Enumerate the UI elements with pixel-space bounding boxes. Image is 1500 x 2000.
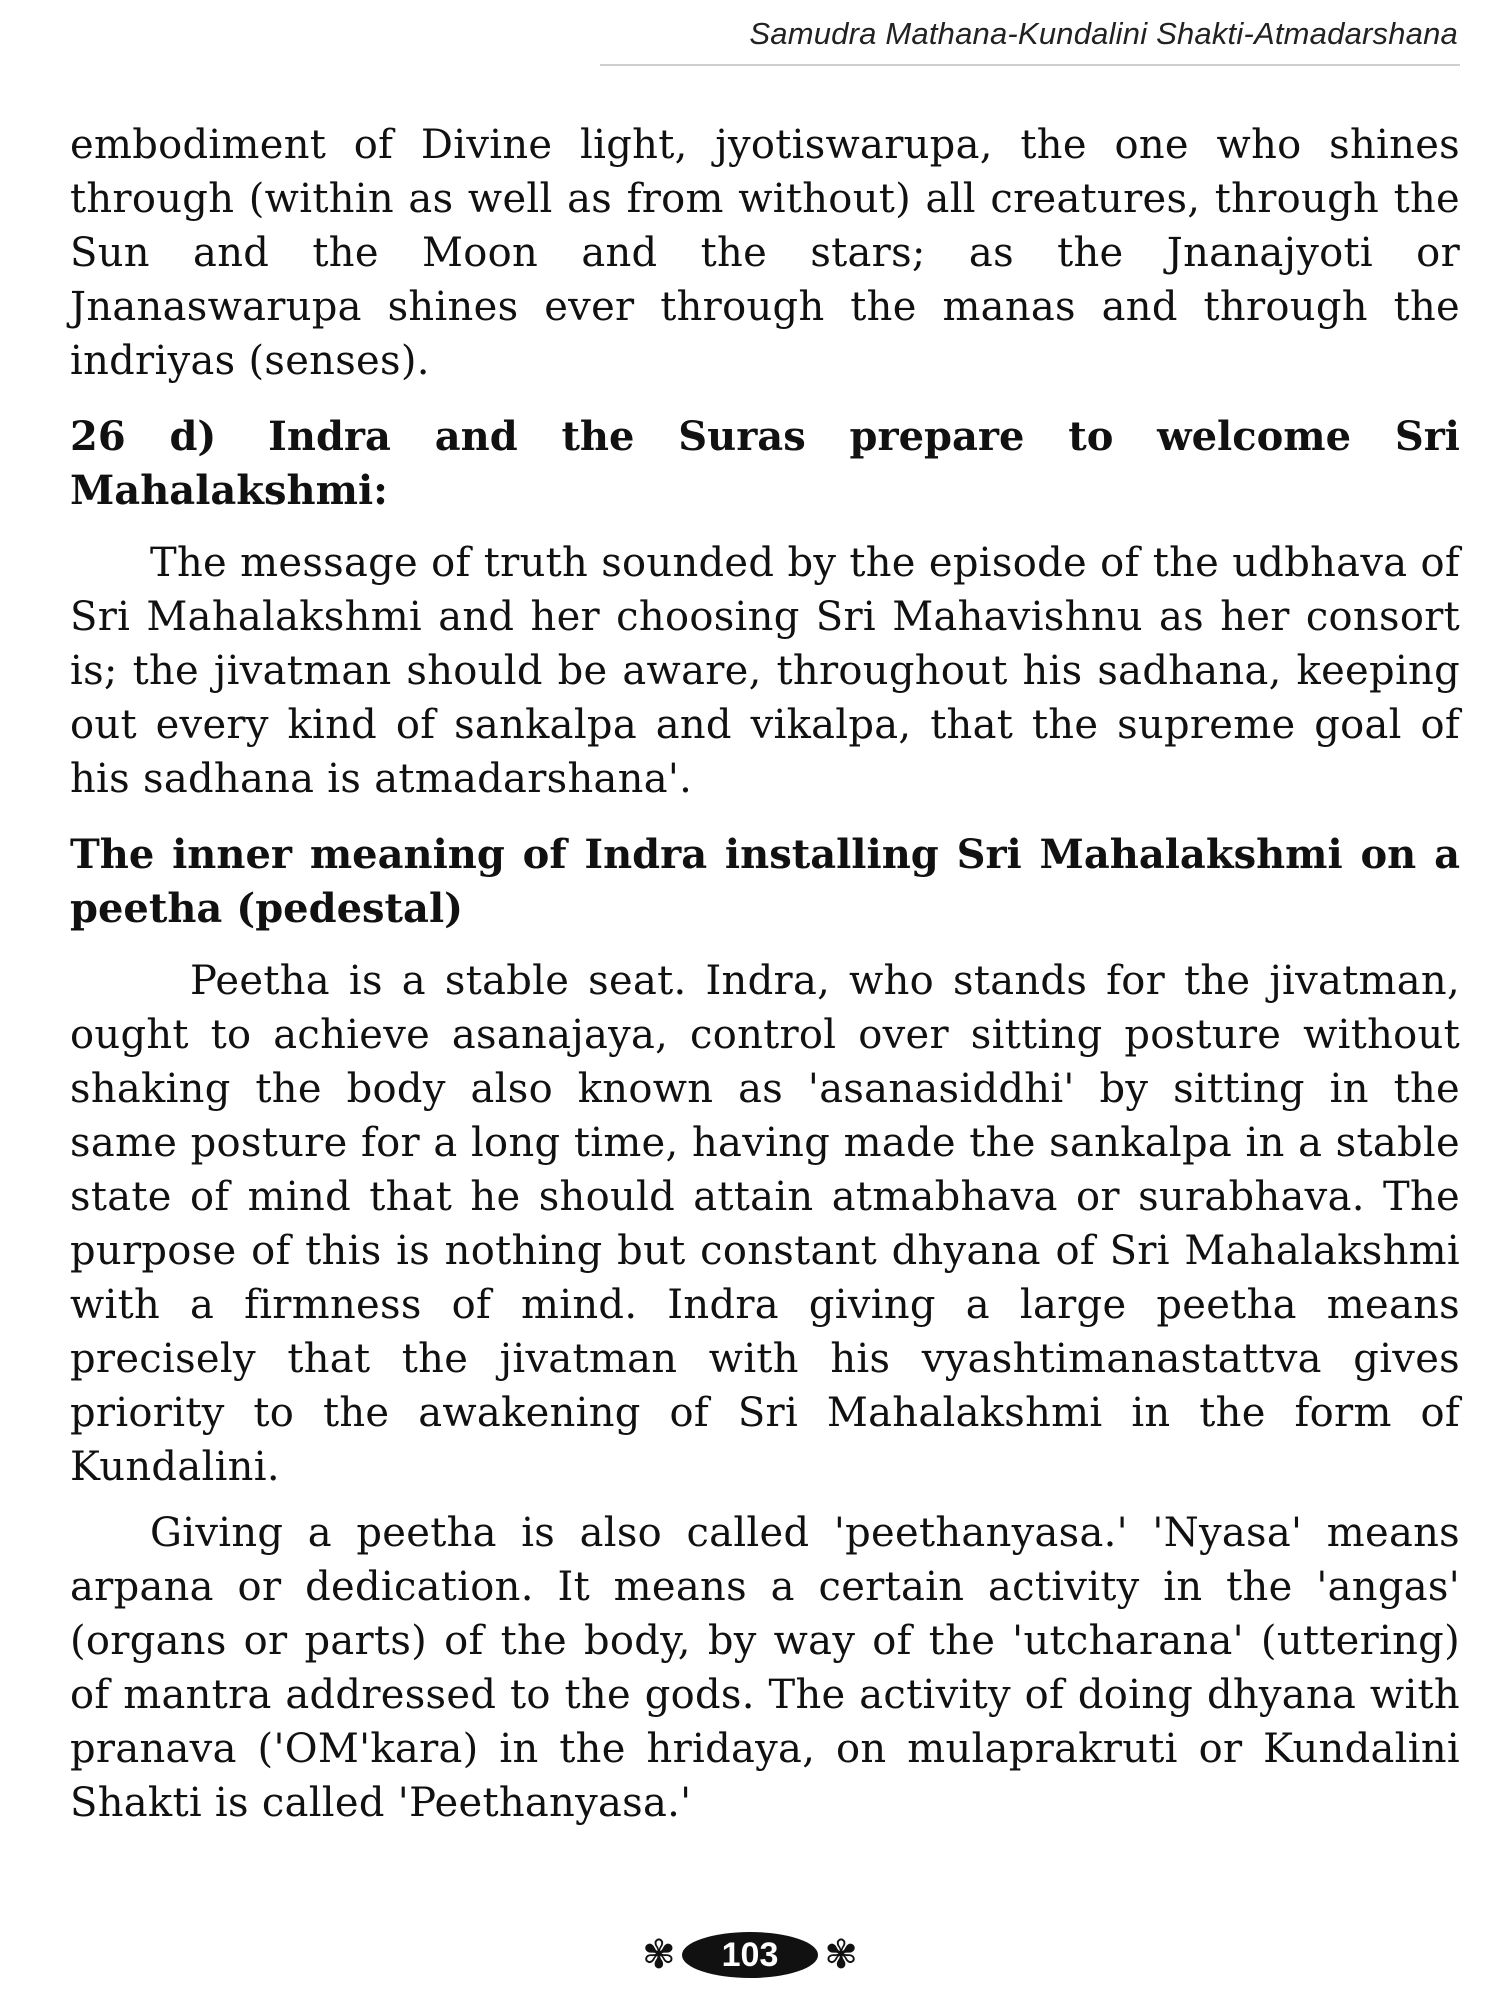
page-content [70, 118, 1460, 1842]
paragraph-continuation: embodiment of Divine light, jyotiswarupa, the one who shines through (within as well as from without) all creatures, through the Sun and the Moon and the stars; as the Jnanajyoti or Jnanaswarupa shines ever through the manas and through the indriyas (senses). [70, 122, 1460, 384]
section-heading-inner-meaning: The inner meaning of Indra installing Sri Mahalakshmi on a peetha (pedestal) [70, 831, 1460, 932]
paragraph-peethanyasa: Giving a peetha is also called 'peethanyasa.' 'Nyasa' means arpana or dedication. It means a certain activity in the 'angas' (organs or parts) of the body, by way of the 'utcharana' (uttering) of mantra addressed to the gods. The activity of doing dhyana with pranava ('OM'kara) in the hridaya, on mulaprakruti or Kundalini Shakti is called 'Peethanyasa.' [70, 1510, 1460, 1826]
header-rule [600, 64, 1460, 66]
page-number: 103 [682, 1932, 819, 1978]
floral-ornament-left-icon: ✾ [642, 1932, 676, 1978]
section-heading-26d [70, 410, 1460, 518]
section-number: 26 d) [70, 413, 217, 460]
running-header: Samudra Mathana-Kundalini Shakti-Atmadarshana [749, 16, 1458, 51]
paragraph-peetha: Peetha is a stable seat. Indra, who stands for the jivatman, ought to achieve asanajaya, control over sitting posture without shaking the body also known as 'asanasiddhi' by sitting in the same posture for a long time, having made the sankalpa in a stable state of mind that he should attain atmabhava or surabhava. The purpose of this is nothing but constant dhyana of Sri Mahalakshmi with a firmness of mind. Indra giving a large peetha means precisely that the jivatman with his vyashtimanastattva gives priority to the awakening of Sri Mahalakshmi in the form of Kundalini. [70, 958, 1460, 1490]
section-title: Indra and the Suras prepare to welcome Sri Mahalakshmi: [70, 413, 1461, 514]
floral-ornament-right-icon: ✾ [824, 1932, 858, 1978]
page-footer [0, 1930, 1500, 1980]
paragraph-message-of-truth: The message of truth sounded by the episode of the udbhava of Sri Mahalakshmi and her choosing Sri Mahavishnu as her consort is; the jivatman should be aware, throughout his sadhana, keeping out every kind of sankalpa and vikalpa, that the supreme goal of his sadhana is atmadarshana'. [70, 540, 1460, 802]
